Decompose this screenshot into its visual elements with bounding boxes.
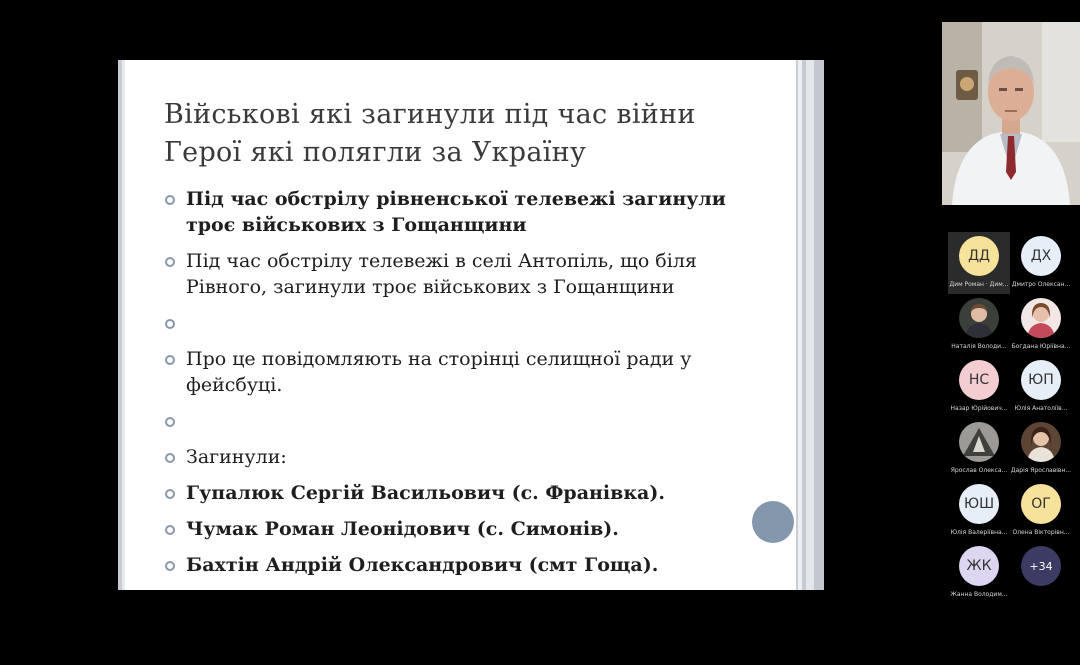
- bullet-item: [162, 444, 772, 470]
- bullet-circle-icon: [165, 561, 175, 571]
- participant-name: Назар Юрійович...: [950, 405, 1008, 412]
- participant-tile[interactable]: [1010, 356, 1072, 418]
- participant-name: Наталія Володи...: [951, 343, 1007, 350]
- participant-tile[interactable]: [948, 356, 1010, 418]
- bullet-circle-icon: [165, 417, 175, 427]
- participant-name: Жанна Володим...: [950, 591, 1008, 598]
- participant-avatar: ОГ: [1021, 484, 1061, 524]
- participant-name: Юлія Валеріївна...: [950, 529, 1008, 536]
- bullet-circle-icon: [165, 355, 175, 365]
- participant-avatar: ЖК: [959, 546, 999, 586]
- participant-avatar: ДХ: [1021, 236, 1061, 276]
- bullet-item: [162, 346, 772, 398]
- slide-side-stripes: [794, 60, 824, 590]
- bullet-item: [162, 310, 772, 336]
- speaker-video[interactable]: [942, 22, 1080, 205]
- participant-tile[interactable]: [948, 232, 1010, 294]
- participant-avatar: ДД: [959, 236, 999, 276]
- slide-title-line-2: Герої які полягли за Україну: [164, 137, 587, 168]
- participant-tile[interactable]: [1010, 232, 1072, 294]
- participant-avatar: НС: [959, 360, 999, 400]
- participant-name: Юлія Анатоліїв...: [1014, 405, 1068, 412]
- participant-tile[interactable]: [948, 542, 1010, 604]
- bullet-item: [162, 552, 772, 578]
- participant-avatar: ЮШ: [959, 484, 999, 524]
- bullet-text: Під час обстрілу рівненської телевежі загинули троє військових з Гощанщини: [186, 188, 726, 236]
- slide-nav-dot[interactable]: [752, 501, 794, 543]
- bullet-text: Про це повідомляють на сторінці селищної ради у фейсбуці.: [186, 348, 692, 396]
- bullet-item: [162, 516, 772, 542]
- more-participants-button[interactable]: [1010, 542, 1072, 604]
- participant-name: Дим Роман · Дим...: [949, 281, 1009, 288]
- participant-name: Богдана Юріївна...: [1011, 343, 1071, 350]
- participant-name: Дмитро Олексан...: [1011, 281, 1071, 288]
- bullet-text: Бахтін Андрій Олександрович (смт Гоща).: [186, 554, 659, 576]
- participant-tile[interactable]: [948, 294, 1010, 356]
- speaker-video-image: [942, 22, 1080, 205]
- participant-photo-avatar: [959, 298, 999, 338]
- bullet-circle-icon: [165, 319, 175, 329]
- participant-photo-avatar: [1021, 298, 1061, 338]
- participant-photo-avatar: [1021, 422, 1061, 462]
- bullet-circle-icon: [165, 195, 175, 205]
- bullet-item: [162, 248, 772, 300]
- participant-avatar: ЮП: [1021, 360, 1061, 400]
- participant-tile[interactable]: [948, 480, 1010, 542]
- participant-name: Олена Вікторівн...: [1012, 529, 1070, 536]
- bullet-text: Чумак Роман Леонідович (с. Симонів).: [186, 518, 619, 540]
- participant-name: Ярослав Олекса...: [950, 467, 1008, 474]
- bullet-item: [162, 408, 772, 434]
- participant-tile[interactable]: [948, 418, 1010, 480]
- bullet-circle-icon: [165, 525, 175, 535]
- bullet-circle-icon: [165, 489, 175, 499]
- slide-bullet-list: [162, 186, 772, 588]
- participant-tile[interactable]: [1010, 480, 1072, 542]
- bullet-text: Загинули:: [186, 446, 287, 468]
- presentation-slide: [118, 60, 824, 590]
- bullet-item: [162, 186, 772, 238]
- bullet-text: Гупалюк Сергій Васильович (с. Франівка).: [186, 482, 665, 504]
- bullet-circle-icon: [165, 257, 175, 267]
- bullet-text: Під час обстрілу телевежі в селі Антопіль, що біля Рівного, загинули троє військових з Гощанщини: [186, 250, 697, 298]
- participant-tile[interactable]: [1010, 294, 1072, 356]
- participant-tile[interactable]: [1010, 418, 1072, 480]
- participant-name: Дарія Ярославівн...: [1010, 467, 1072, 474]
- slide-title: [164, 96, 784, 172]
- bullet-circle-icon: [165, 453, 175, 463]
- bullet-item: [162, 480, 772, 506]
- participant-photo-avatar: [959, 422, 999, 462]
- slide-title-line-1: Військові які загинули під час війни: [164, 99, 696, 130]
- more-participants-count: +34: [1021, 546, 1061, 586]
